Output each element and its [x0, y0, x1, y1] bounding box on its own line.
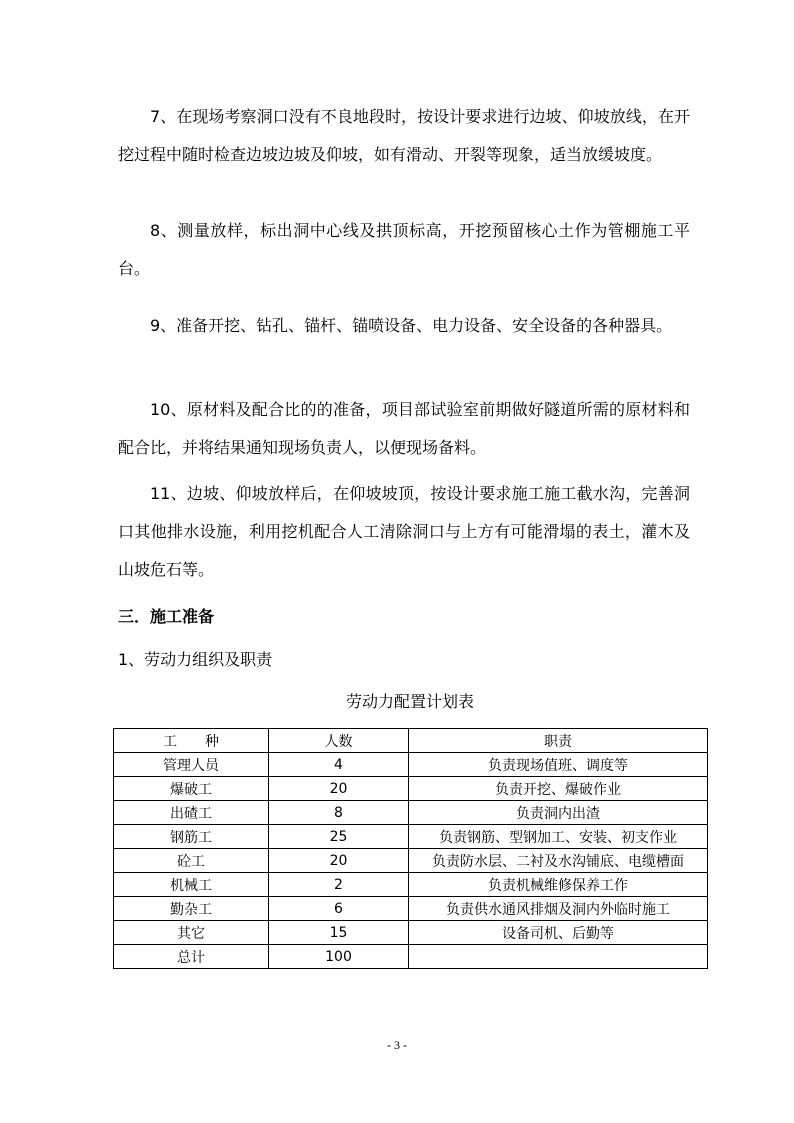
table-row-total: [114, 945, 708, 969]
cell-job-type: 砼工: [114, 849, 269, 873]
cell-job-type: 爆破工: [114, 777, 269, 801]
header-headcount: 人数: [269, 729, 409, 753]
cell-job-type: 勤杂工: [114, 897, 269, 921]
cell-duty: [409, 945, 708, 969]
table-row: [114, 753, 708, 777]
cell-job-type: 管理人员: [114, 753, 269, 777]
paragraph-11: 11、边坡、仰坡放样后，在仰坡坡顶，按设计要求施工施工截水沟，完善洞口其他排水设施，利用挖机配合人工清除洞口与上方有可能滑塌的表土，灌木及山坡危石等。: [118, 484, 690, 579]
table-header-row: [114, 729, 708, 753]
cell-duty: 负责供水通风排烟及洞内外临时施工: [409, 897, 708, 921]
table-row: [114, 777, 708, 801]
table-title: 劳动力配置计划表: [345, 692, 474, 711]
section-heading: 三．施工准备: [118, 607, 215, 626]
table-row: [114, 801, 708, 825]
table-row: [114, 825, 708, 849]
header-job-type: 工 种: [114, 729, 269, 753]
cell-duty: 负责机械维修保养工作: [409, 873, 708, 897]
cell-duty: 负责钢筋、型钢加工、安装、初支作业: [409, 825, 708, 849]
cell-headcount: 25: [269, 825, 409, 849]
cell-job-type: 机械工: [114, 873, 269, 897]
cell-duty: 负责洞内出渣: [409, 801, 708, 825]
paragraph-10: 10、原材料及配合比的的准备，项目部试验室前期做好隧道所需的原材料和配合比，并将结果通知现场负责人，以便现场备料。: [118, 400, 690, 457]
cell-headcount: 15: [269, 921, 409, 945]
paragraph-9: 9、准备开挖、钻孔、锚杆、锚喷设备、电力设备、安全设备的各种器具。: [150, 316, 673, 335]
table-row: [114, 897, 708, 921]
table-row: [114, 921, 708, 945]
cell-job-type: 其它: [114, 921, 269, 945]
cell-job-type: 钢筋工: [114, 825, 269, 849]
cell-headcount: 8: [269, 801, 409, 825]
cell-headcount: 2: [269, 873, 409, 897]
table-row: [114, 849, 708, 873]
cell-duty: 负责防水层、二衬及水沟铺底、电缆槽面: [409, 849, 708, 873]
cell-headcount: 20: [269, 849, 409, 873]
cell-headcount: 100: [269, 945, 409, 969]
cell-headcount: 20: [269, 777, 409, 801]
cell-duty: 负责现场值班、调度等: [409, 753, 708, 777]
labor-table: [113, 728, 708, 969]
cell-duty: 设备司机、后勤等: [409, 921, 708, 945]
cell-headcount: 6: [269, 897, 409, 921]
table-row: [114, 873, 708, 897]
cell-job-type: 出碴工: [114, 801, 269, 825]
paragraph-7: 7、在现场考察洞口没有不良地段时，按设计要求进行边坡、仰坡放线，在开挖过程中随时检查边坡边坡及仰坡，如有滑动、开裂等现象，适当放缓坡度。: [118, 107, 690, 164]
page-number: - 3 -: [387, 1038, 407, 1052]
header-duty: 职责: [409, 729, 708, 753]
cell-headcount: 4: [269, 753, 409, 777]
cell-duty: 负责开挖、爆破作业: [409, 777, 708, 801]
subheading-labor: 1、劳动力组织及职责: [118, 650, 273, 669]
cell-job-type: 总计: [114, 945, 269, 969]
paragraph-8: 8、测量放样，标出洞中心线及拱顶标高，开挖预留核心土作为管棚施工平台。: [118, 221, 690, 278]
